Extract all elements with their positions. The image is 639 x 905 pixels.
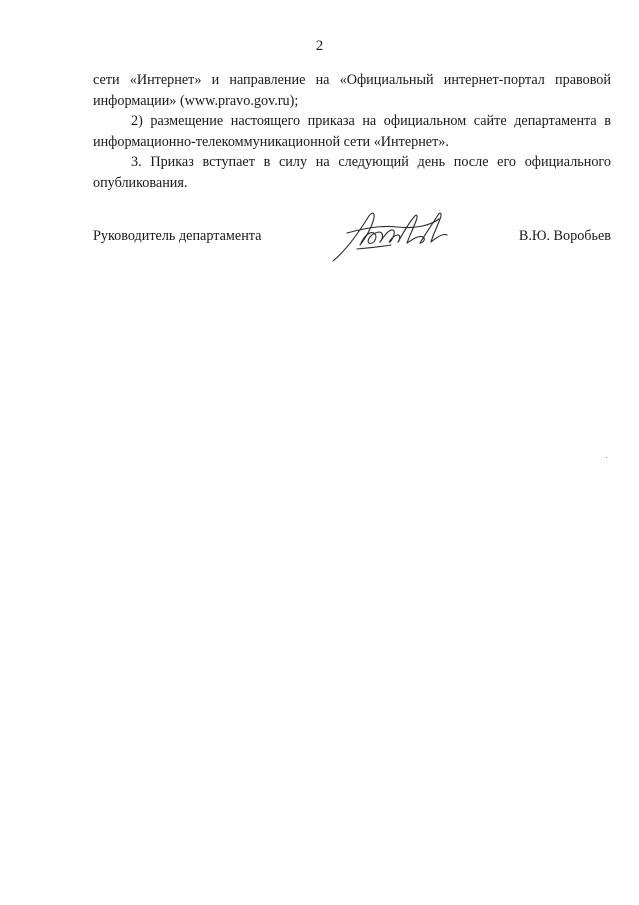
paragraph-line: информационно-телекоммуникационной сети «Интернет». [93, 133, 449, 150]
paragraph-continuation [93, 70, 611, 111]
paragraph-line: сети «Интернет» и направление на «Официальный интернет-портал правовой [93, 72, 611, 88]
paragraph-line: информации» (www.pravo.gov.ru); [93, 92, 299, 109]
scan-speck [606, 457, 607, 458]
paragraph-line: 2) размещение настоящего приказа на официальном сайте департамента в [131, 113, 611, 129]
paragraph-item-2 [93, 111, 611, 152]
page-number: 2 [315, 38, 324, 54]
paragraph-item-3 [93, 152, 611, 193]
document-body [93, 70, 611, 193]
signatory-position: Руководитель департамента [93, 228, 262, 244]
paragraph-line: 3. Приказ вступает в силу на следующий день после его официального [131, 154, 611, 170]
paragraph-line: опубликования. [93, 174, 188, 191]
handwritten-signature-icon [327, 205, 457, 265]
signatory-name: В.Ю. Воробьев [518, 228, 611, 244]
